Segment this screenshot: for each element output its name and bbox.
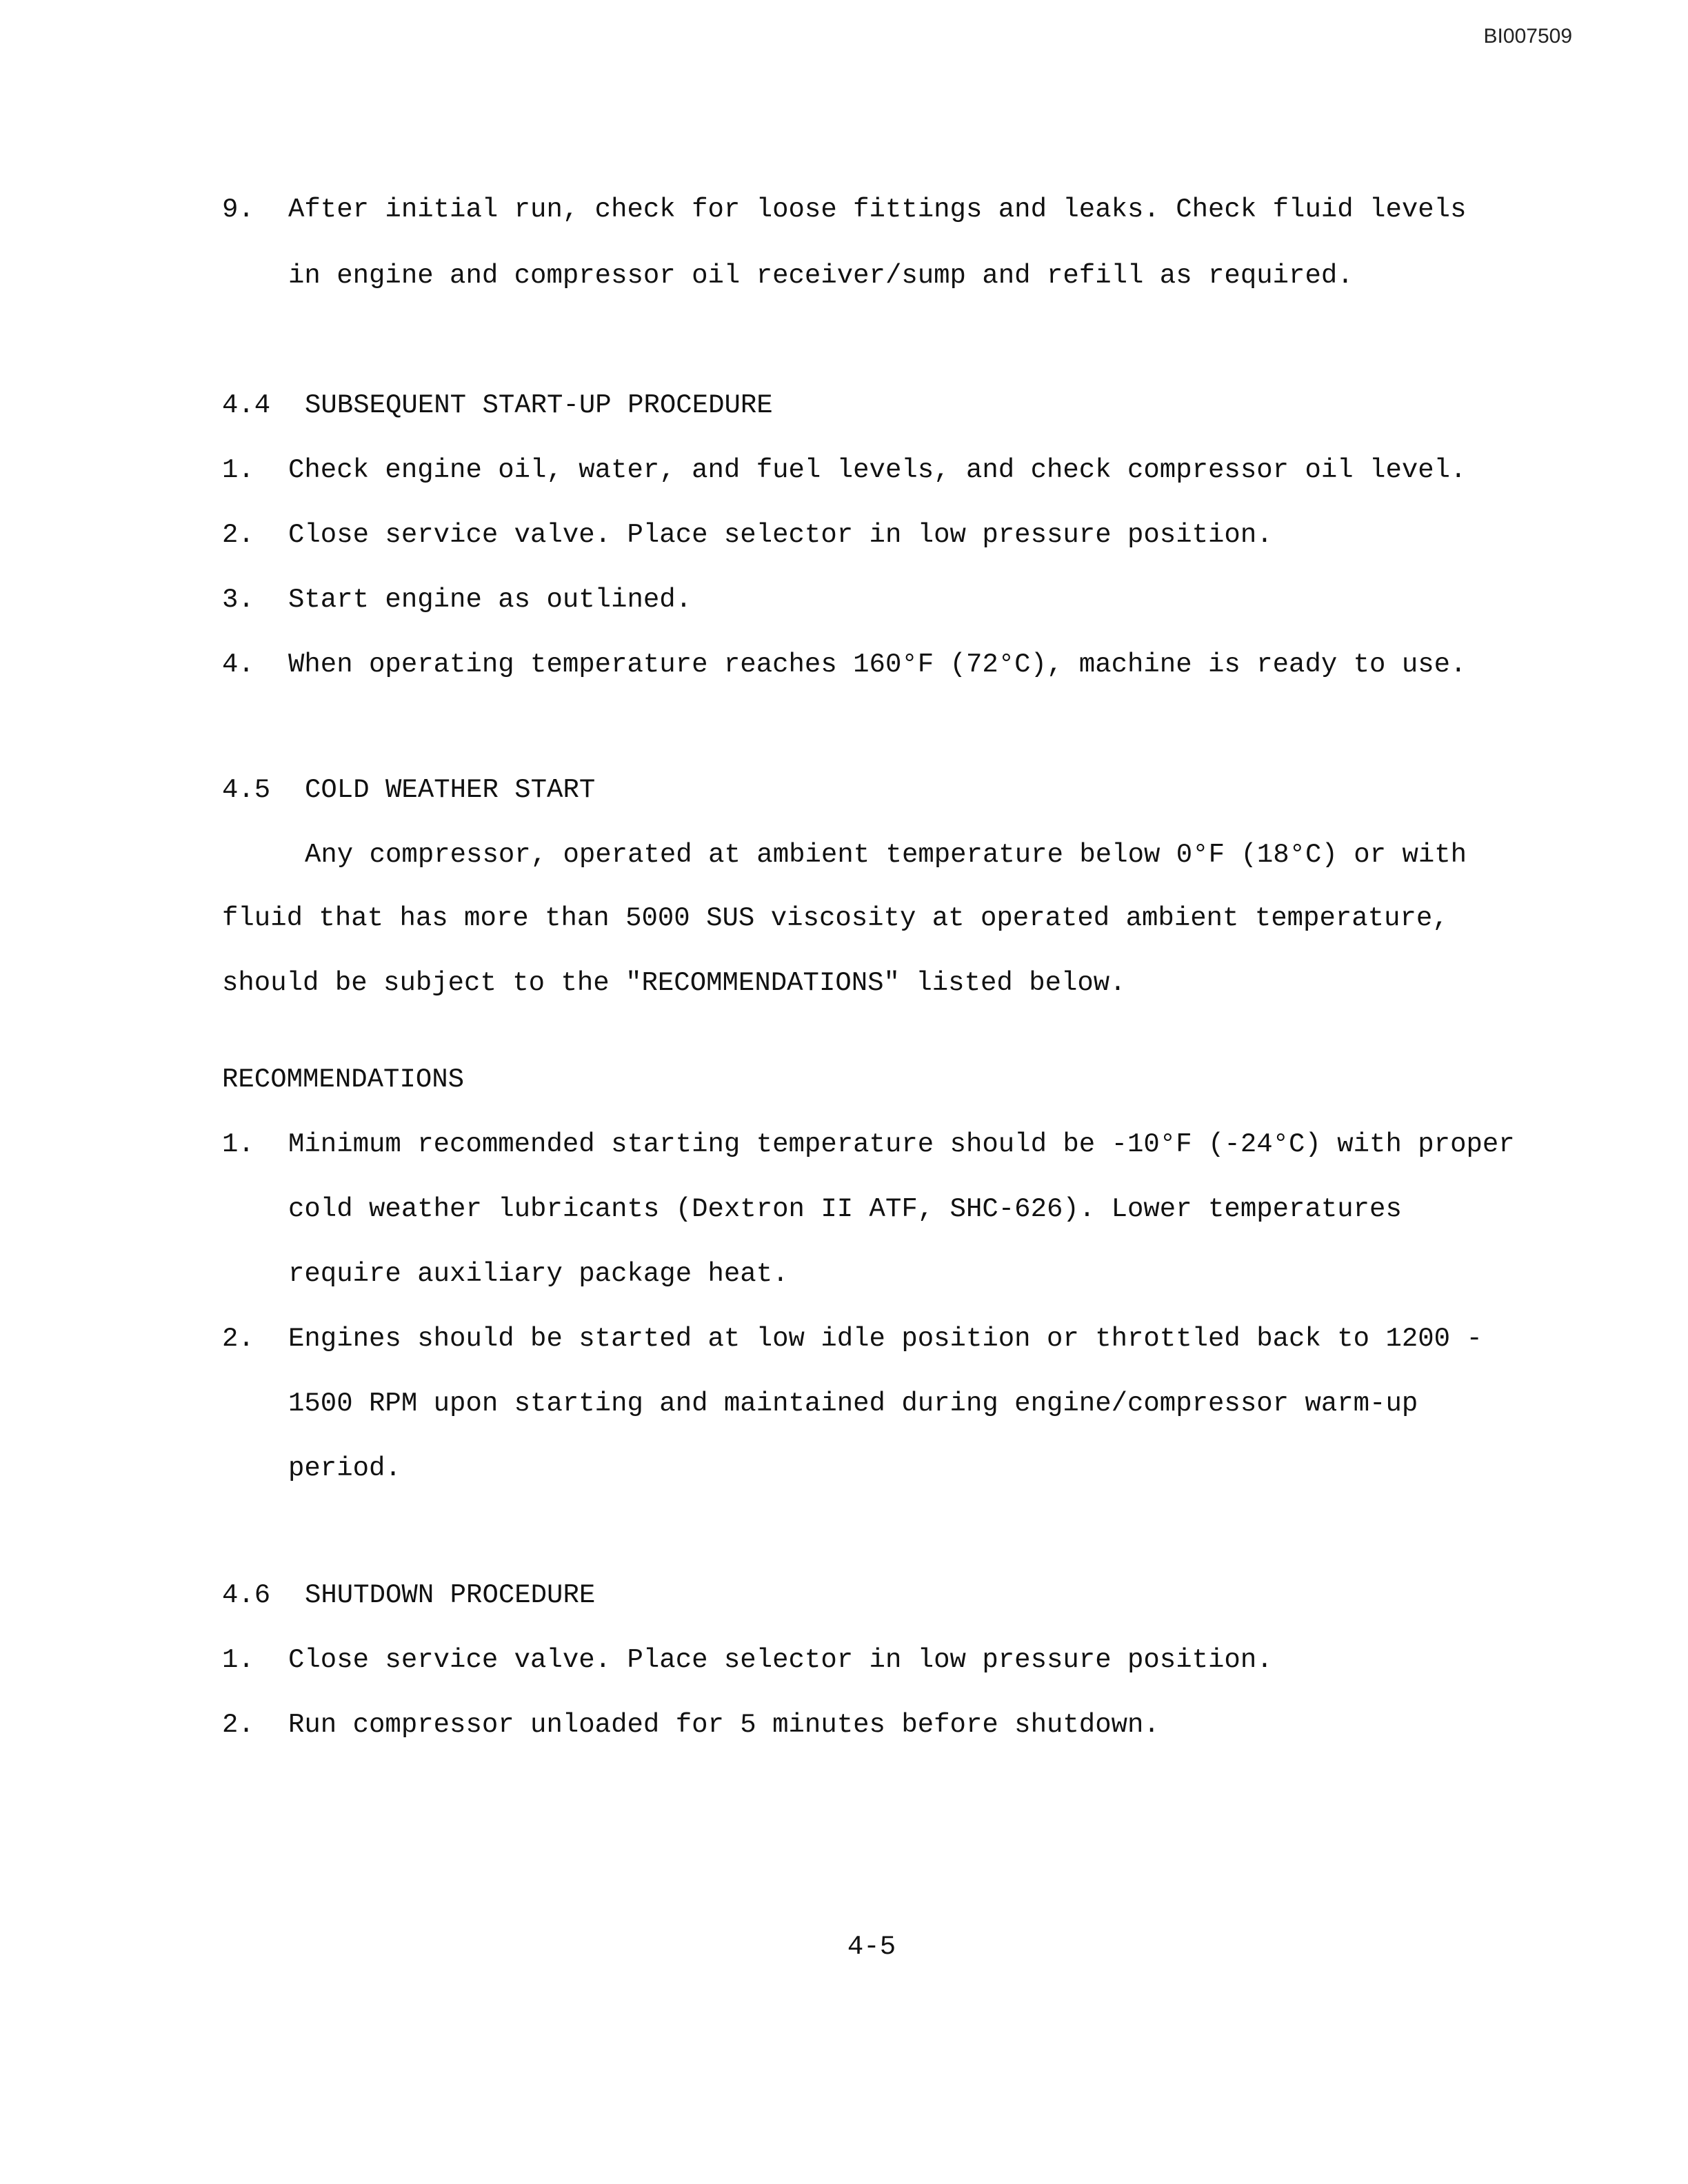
section-4-4-item-1-number: 1. xyxy=(222,455,254,485)
section-4-4-item-2-number: 2. xyxy=(222,520,254,550)
section-4-6-item-1-number: 1. xyxy=(222,1645,254,1675)
section-4-6-number: 4.6 xyxy=(222,1580,271,1610)
recommendation-1-line-3: require auxiliary package heat. xyxy=(288,1259,789,1289)
section-4-4-item-3-number: 3. xyxy=(222,585,254,615)
section-4-5-paragraph-line-2: fluid that has more than 5000 SUS viscosity at operated ambient temperature, xyxy=(222,903,1449,933)
section-4-6-item-1-text: Close service valve. Place selector in low pressure position. xyxy=(288,1645,1273,1675)
section-4-5-title: COLD WEATHER START xyxy=(305,775,596,805)
section-4-5-paragraph-line-1: Any compressor, operated at ambient temperature below 0°F (18°C) or with xyxy=(305,840,1467,870)
section-4-4-number: 4.4 xyxy=(222,390,271,421)
page-number: 4-5 xyxy=(847,1932,896,1962)
item-9-line-1: After initial run, check for loose fittings and leaks. Check fluid levels xyxy=(288,194,1467,225)
section-4-5-number: 4.5 xyxy=(222,775,271,805)
section-4-6-item-2-number: 2. xyxy=(222,1710,254,1740)
recommendation-1-line-2: cold weather lubricants (Dextron II ATF, SHC-626). Lower temperatures xyxy=(288,1194,1402,1224)
section-4-4-title: SUBSEQUENT START-UP PROCEDURE xyxy=(305,390,773,421)
recommendation-1-number: 1. xyxy=(222,1129,254,1160)
section-4-4-item-4-number: 4. xyxy=(222,649,254,680)
recommendations-heading: RECOMMENDATIONS xyxy=(222,1064,465,1095)
recommendation-2-line-1: Engines should be started at low idle position or throttled back to 1200 - xyxy=(288,1324,1483,1354)
section-4-4-item-3-text: Start engine as outlined. xyxy=(288,585,692,615)
section-4-6-item-2-text: Run compressor unloaded for 5 minutes before shutdown. xyxy=(288,1710,1160,1740)
recommendation-2-line-2: 1500 RPM upon starting and maintained during engine/compressor warm-up xyxy=(288,1388,1418,1419)
section-4-6-title: SHUTDOWN PROCEDURE xyxy=(305,1580,596,1610)
recommendation-2-number: 2. xyxy=(222,1324,254,1354)
item-9-line-2: in engine and compressor oil receiver/sump and refill as required. xyxy=(288,261,1354,291)
recommendation-1-line-1: Minimum recommended starting temperature should be -10°F (-24°C) with proper xyxy=(288,1129,1515,1160)
section-4-4-item-1-text: Check engine oil, water, and fuel levels, and check compressor oil level. xyxy=(288,455,1467,485)
section-4-5-paragraph-line-3: should be subject to the "RECOMMENDATIONS" listed below. xyxy=(222,968,1126,998)
item-9-number: 9. xyxy=(222,194,254,225)
section-4-4-item-2-text: Close service valve. Place selector in low pressure position. xyxy=(288,520,1273,550)
recommendation-2-line-3: period. xyxy=(288,1453,401,1484)
document-id: BI007509 xyxy=(1483,25,1572,48)
section-4-4-item-4-text: When operating temperature reaches 160°F (72°C), machine is ready to use. xyxy=(288,649,1467,680)
